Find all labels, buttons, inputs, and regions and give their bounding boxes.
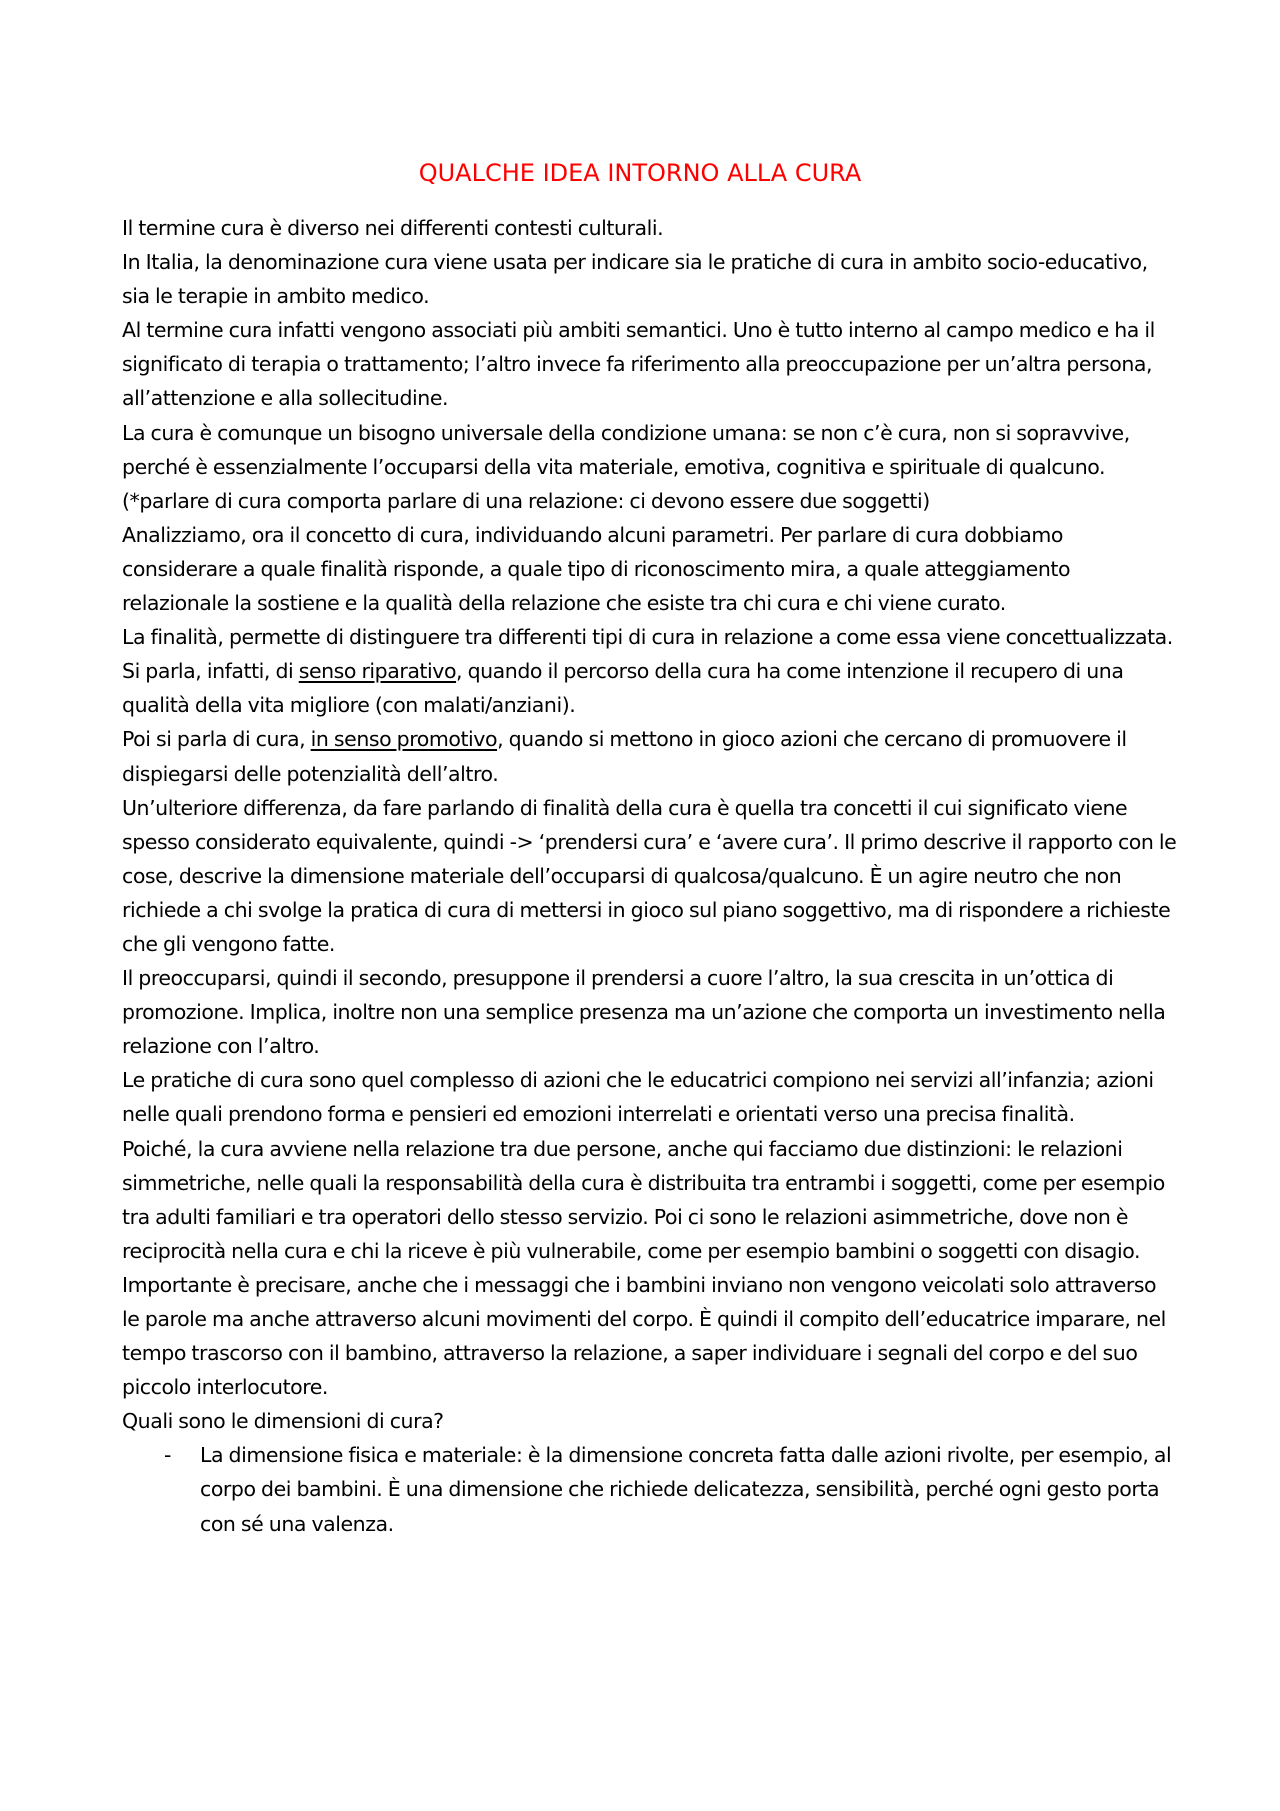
paragraph: Le pratiche di cura sono quel complesso di azioni che le educatrici compiono nei servizi all’infanzia; azioni nelle quali prendono forma e pensieri ed emozioni interrelati e orientati verso una precisa finalità.	[122, 1068, 1154, 1127]
paragraph-note: (*parlare di cura comporta parlare di una relazione: ci devono essere due soggetti)	[122, 488, 930, 513]
paragraph: Analizziamo, ora il concetto di cura, individuando alcuni parametri. Per parlare di cura dobbiamo considerare a quale finalità risponde, a quale tipo di riconoscimento mira, a quale atteggiamento relazionale la sostiene e la qualità della relazione che esiste tra chi cura e chi viene curato.	[122, 522, 1071, 616]
paragraph-finalita	[122, 620, 1177, 722]
paragraph: Un’ulteriore differenza, da fare parlando di finalità della cura è quella tra concetti il cui significato viene spesso considerato equivalente, quindi -> ‘prendersi cura’ e ‘avere cura’. Il primo descrive il rapporto con le cose, descrive la dimensione materiale dell’occuparsi di qualcosa/qualcuno. È un agire neutro che non richiede a chi svolge la pratica di cura di mettersi in gioco sul piano soggettivo, ma di rispondere a richieste che gli vengono fatte.	[122, 795, 1177, 956]
paragraph: Poiché, la cura avviene nella relazione tra due persone, anche qui facciamo due distinzioni: le relazioni simmetriche, nelle quali la responsabilità della cura è distribuita tra entrambi i soggetti, come per esempio tra adulti familiari e tra operatori dello stesso servizio. Poi ci sono le relazioni asimmetriche, dove non è reciprocità nella cura e chi la riceve è più vulnerabile, come per esempio bambini o soggetti con disagio.	[122, 1136, 1165, 1263]
list-dash-marker: -	[164, 1443, 171, 1468]
paragraph: La cura è comunque un bisogno universale della condizione umana: se non c’è cura, non si sopravvive, perché è essenzialmente l’occuparsi della vita materiale, emotiva, cognitiva e spirituale di qualcuno.	[122, 420, 1130, 479]
paragraph: Importante è precisare, anche che i messaggi che i bambini inviano non vengono veicolati solo attraverso le parole ma anche attraverso alcuni movimenti del corpo. È quindi il compito dell’educatrice imparare, nel tempo trascorso con il bambino, attraverso la relazione, a saper individuare i segnali del corpo e del suo piccolo interlocutore.	[122, 1272, 1166, 1400]
dimensions-list	[122, 1438, 1177, 1540]
underlined-term: senso riparativo	[298, 659, 457, 684]
paragraph: Il preoccuparsi, quindi il secondo, presuppone il prendersi a cuore l’altro, la sua crescita in un’ottica di promozione. Implica, inoltre non una semplice presenza ma un’azione che comporta un investimento nella relazione con l’altro.	[122, 966, 1166, 1059]
text-run: , quando si mettono in gioco azioni che cercano di promuovere il dispiegarsi delle potenzialità dell’altro.	[122, 727, 1127, 786]
paragraph-promotivo	[122, 722, 1177, 790]
document-title: QUALCHE IDEA INTORNO ALLA CURA	[418, 159, 862, 187]
paragraph: Al termine cura infatti vengono associati più ambiti semantici. Uno è tutto interno al campo medico e ha il significato di terapia o trattamento; l’altro invece fa riferimento alla preoccupazione per un’altra persona, all’attenzione e alla sollecitudine.	[122, 318, 1155, 411]
underlined-term: in senso promotivo	[310, 727, 498, 752]
document-body	[122, 211, 1177, 1541]
paragraph: Il termine cura è diverso nei differenti contesti culturali.	[122, 216, 664, 240]
text-run: , quando il percorso della cura ha come intenzione il recupero di una qualità della vita migliore (con malati/anziani).	[122, 659, 1124, 718]
paragraph-question: Quali sono le dimensioni di cura?	[122, 1409, 444, 1434]
text-run: La finalità, permette di distinguere tra differenti tipi di cura in relazione a come essa viene concettualizzata. Si parla, infatti, di	[122, 625, 1173, 684]
list-item	[122, 1438, 1177, 1540]
list-item-text: La dimensione fisica e materiale: è la dimensione concreta fatta dalle azioni rivolte, per esempio, al corpo dei bambini. È una dimensione che richiede delicatezza, sensibilità, perché ogni gesto porta con sé una valenza.	[200, 1443, 1172, 1536]
paragraph: In Italia, la denominazione cura viene usata per indicare sia le pratiche di cura in ambito socio-educativo, sia le terapie in ambito medico.	[122, 250, 1148, 309]
text-run: Poi si parla di cura,	[122, 727, 311, 752]
